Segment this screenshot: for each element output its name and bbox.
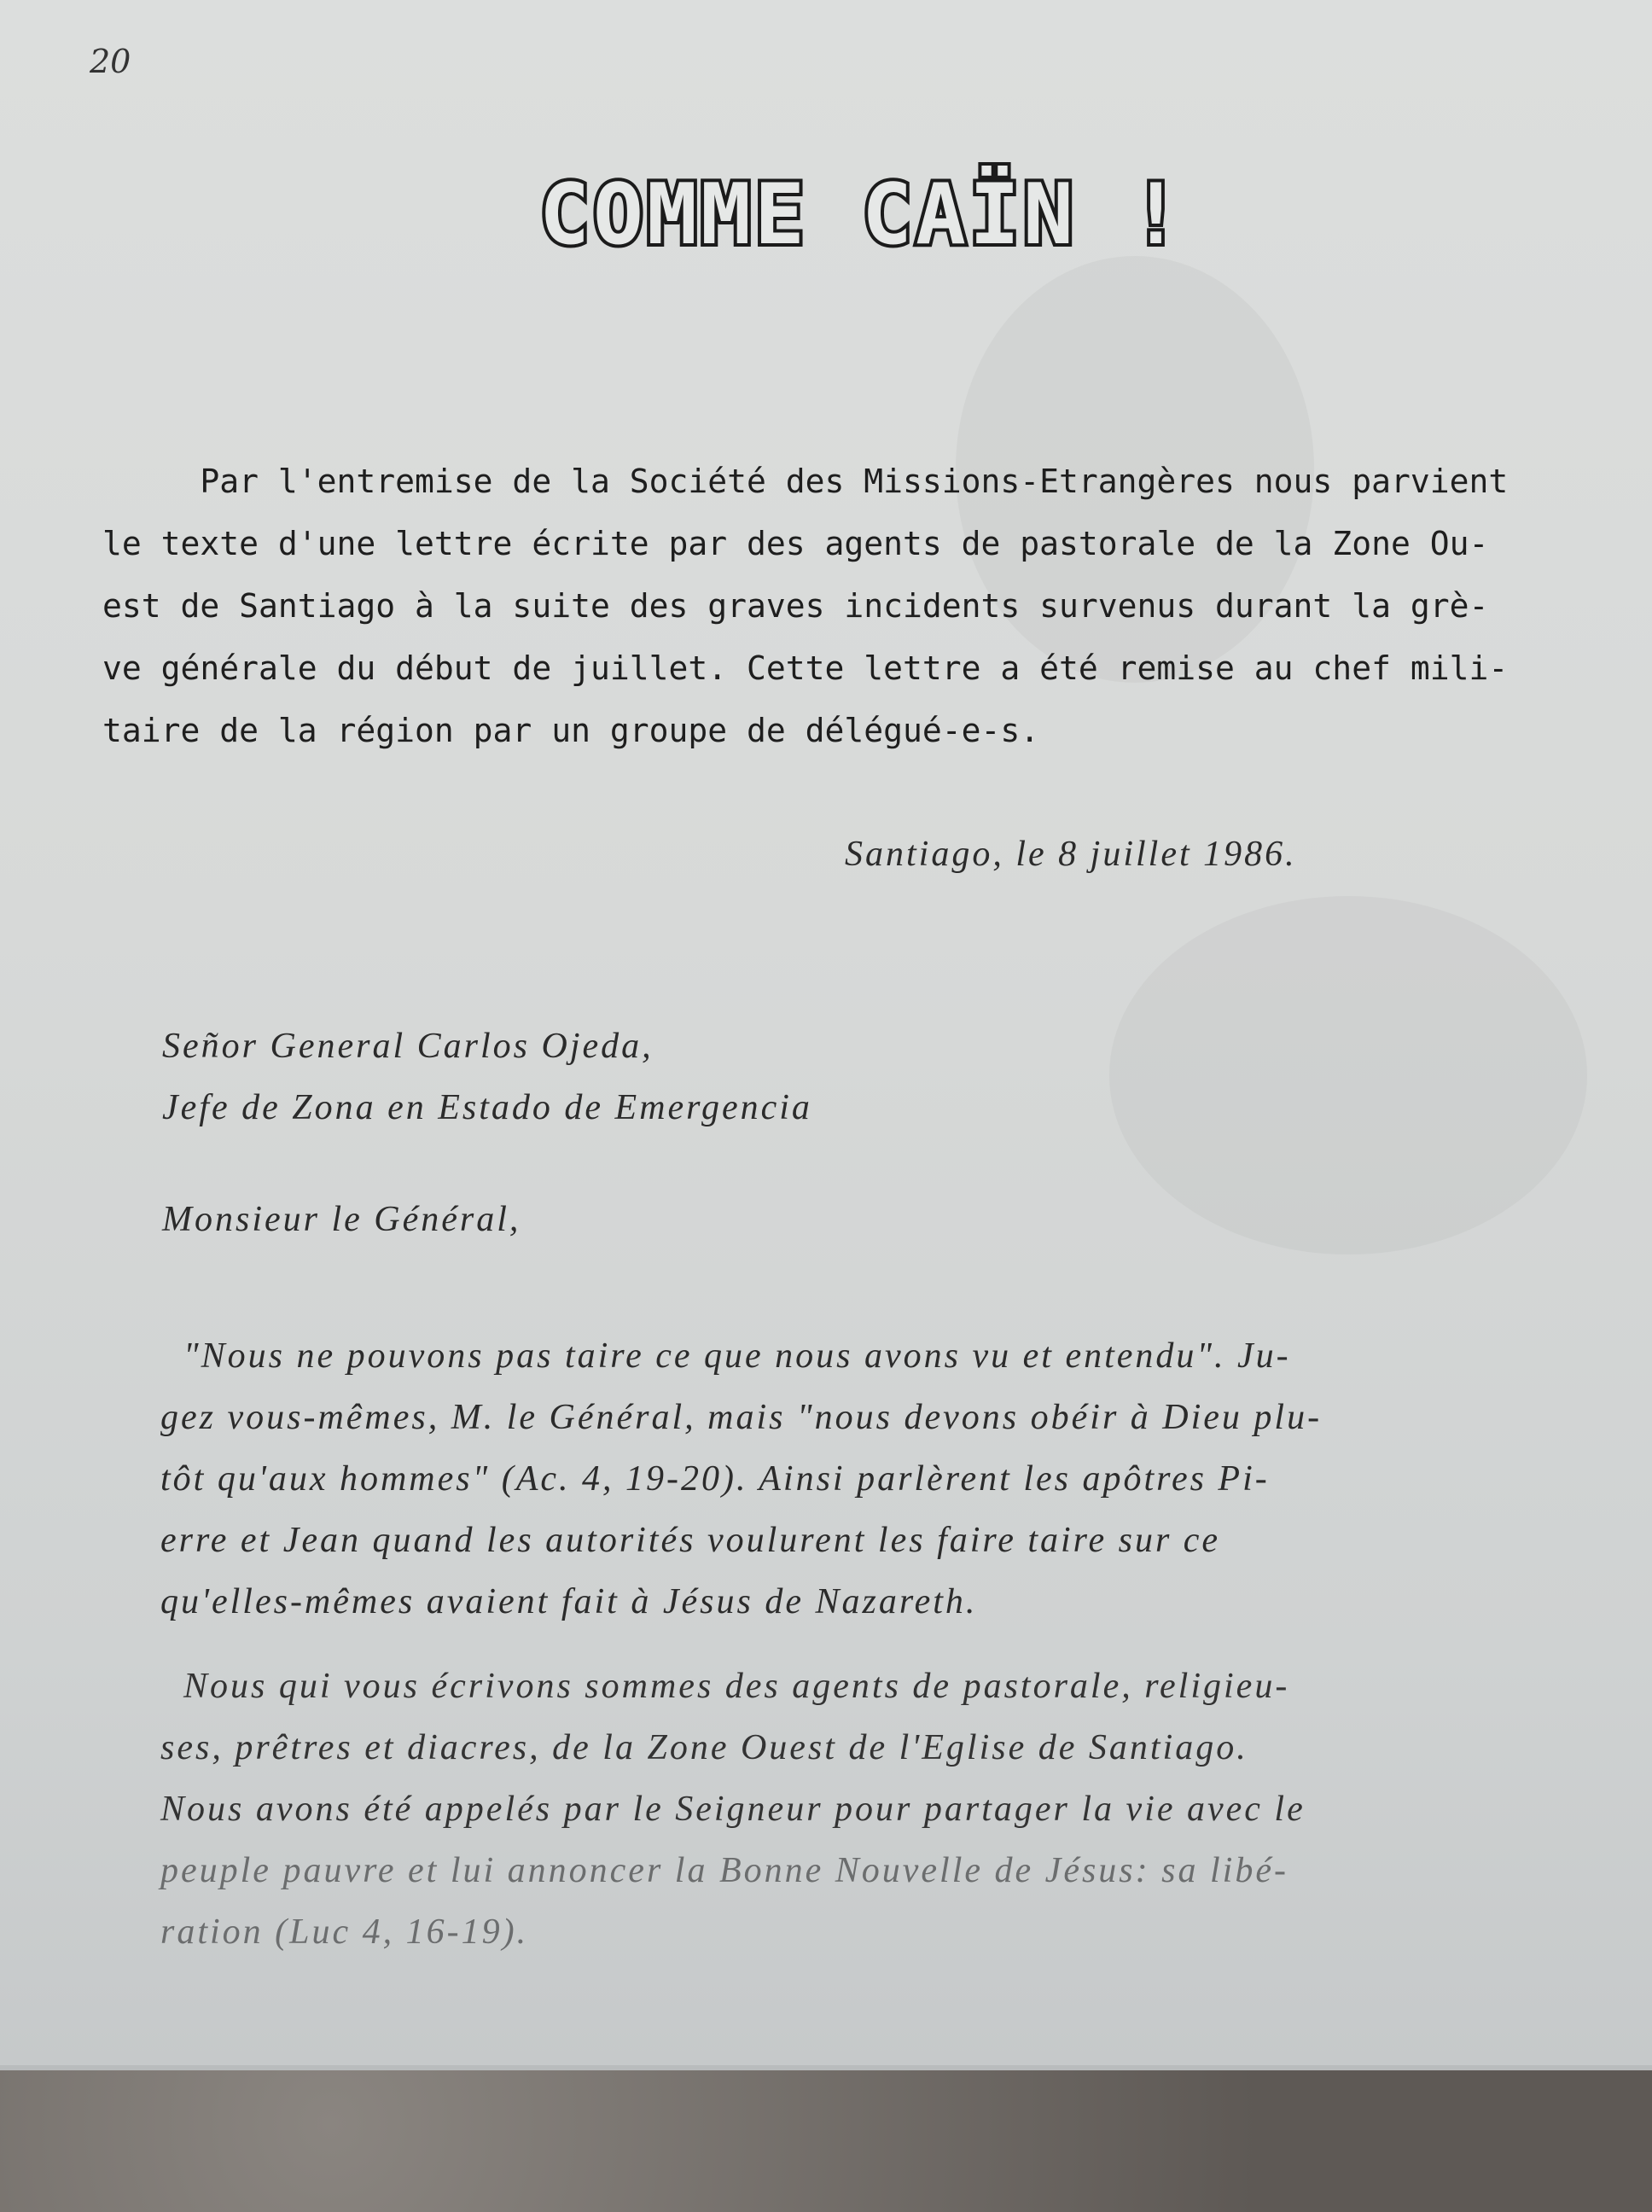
paragraph-line: ses, prêtres et diacres, de la Zone Ouest de l'Eglise de Santiago. bbox=[160, 1728, 1248, 1767]
letter-paragraph-2 bbox=[160, 1656, 1577, 1963]
paragraph-line: erre et Jean quand les autorités voulurent les faire taire sur ce bbox=[160, 1521, 1221, 1560]
intro-line: taire de la région par un groupe de délégué-e-s. bbox=[102, 712, 1040, 749]
addressee-name: Señor General Carlos Ojeda, bbox=[162, 1027, 654, 1066]
intro-paragraph bbox=[102, 451, 1613, 762]
intro-line: ve générale du début de juillet. Cette lettre a été remise au chef mili- bbox=[102, 649, 1509, 687]
background-floor bbox=[0, 2065, 1652, 2212]
letter-date: Santiago, le 8 juillet 1986. bbox=[845, 835, 1297, 874]
paragraph-line: Nous avons été appelés par le Seigneur pour partager la vie avec le bbox=[160, 1790, 1306, 1829]
paragraph-line: qu'elles-mêmes avaient fait à Jésus de Nazareth. bbox=[160, 1582, 978, 1621]
paragraph-line: ration (Luc 4, 16-19). bbox=[160, 1912, 529, 1952]
intro-line: Par l'entremise de la Société des Missions-Etrangères nous parvient bbox=[102, 463, 1509, 500]
letter-addressee bbox=[162, 1016, 812, 1138]
show-through-shadow bbox=[1109, 896, 1587, 1254]
paragraph-line: tôt qu'aux hommes" (Ac. 4, 19-20). Ainsi parlèrent les apôtres Pi- bbox=[160, 1459, 1270, 1499]
paragraph-line: "Nous ne pouvons pas taire ce que nous avons vu et entendu". Ju- bbox=[160, 1336, 1291, 1376]
page-title: COMME CAÏN ! bbox=[538, 166, 1184, 264]
paragraph-line: peuple pauvre et lui annoncer la Bonne Nouvelle de Jésus: sa libé- bbox=[160, 1851, 1288, 1890]
paragraph-line: gez vous-mêmes, M. le Général, mais "nous devons obéir à Dieu plu- bbox=[160, 1398, 1323, 1437]
addressee-role: Jefe de Zona en Estado de Emergencia bbox=[162, 1088, 812, 1127]
letter-paragraph-1 bbox=[160, 1325, 1577, 1633]
letter-salutation: Monsieur le Général, bbox=[162, 1200, 521, 1239]
intro-line: est de Santiago à la suite des graves incidents survenus durant la grè- bbox=[102, 587, 1489, 625]
page-number: 20 bbox=[90, 43, 131, 80]
intro-line: le texte d'une lettre écrite par des agents de pastorale de la Zone Ou- bbox=[102, 525, 1489, 562]
paragraph-line: Nous qui vous écrivons sommes des agents de pastorale, religieu- bbox=[160, 1667, 1290, 1706]
